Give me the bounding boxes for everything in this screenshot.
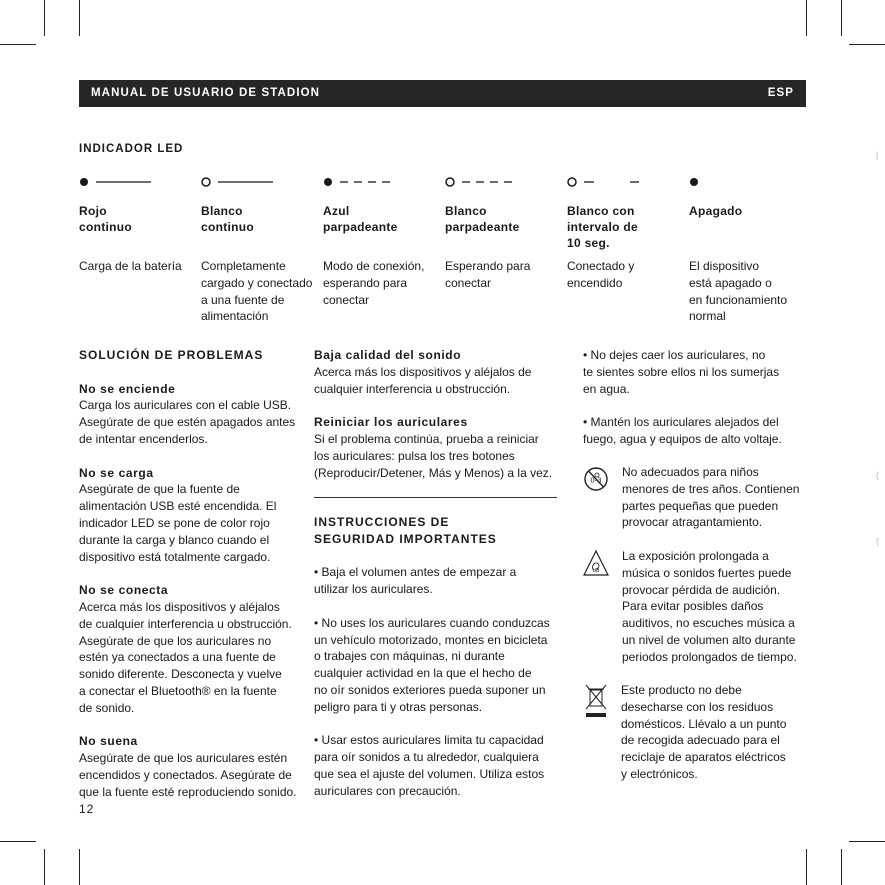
problem-title: No suena <box>79 734 138 749</box>
warning-text: La exposición prolongada a música o sonidos fuertes puede provocar pérdida de audición. Para evitar posibles daños auditivos, no escuches música a un nivel de volumen alto durante periodos prolongados de tiempo. <box>622 549 797 664</box>
led-state-description: Modo de conexión, esperando para conectar <box>323 259 425 307</box>
safety-column <box>314 514 564 800</box>
problem-title: Baja calidad del sonido <box>314 348 462 362</box>
safety-bullet: • No uses los auriculares cuando conduzcas un vehículo motorizado, montes en bicicleta o trabajes con máquinas, ni durante cualquier actividad en la que el hecho de no oír sonidos exteriores pueda suponer un peligro para ti y otras personas. <box>314 615 550 714</box>
led-item <box>201 170 321 324</box>
svg-text:0-3: 0-3 <box>590 476 602 485</box>
problem-title: No se conecta <box>79 583 169 598</box>
led-item <box>689 170 809 324</box>
crop-mark <box>0 841 36 842</box>
safety-bullet: • Mantén los auriculares alejados del fuego, agua y equipos de alto voltaje. <box>583 415 782 446</box>
warning-text: No adecuados para niños menores de tres años. Contienen partes pequeñas que pueden provocar atragantamiento. <box>622 465 800 530</box>
language-code: ESP <box>767 87 794 99</box>
problem-title: No se carga <box>79 465 154 480</box>
warning-item <box>583 682 808 784</box>
warning-text: Este producto no debe desecharse con los residuos domésticos. Llévalo a un punto de recogida adecuado para el reciclaje de aparatos eléctricos y electrónicos. <box>621 683 787 781</box>
crop-mark <box>841 0 842 36</box>
manual-title: MANUAL DE USUARIO DE STADION <box>91 87 321 99</box>
crop-mark <box>841 849 842 885</box>
warning-item <box>583 548 808 668</box>
bleed-mark: | <box>876 150 879 160</box>
led-pattern-icon <box>201 170 321 192</box>
problem-body: Acerca más los dispositivos y aléjalos de cualquier interferencia u obstrucción. <box>314 364 532 396</box>
no-small-children-icon <box>583 464 609 494</box>
led-pattern-icon <box>79 170 199 192</box>
led-state-name: Blanco parpadeante <box>445 204 520 234</box>
led-pattern-icon <box>689 170 809 192</box>
warning-item <box>583 464 808 534</box>
troubleshooting-column-2 <box>314 347 564 481</box>
led-item <box>79 170 199 273</box>
led-state-name: Apagado <box>689 204 743 218</box>
led-state-name: Blanco con intervalo de 10 seg. <box>567 204 638 250</box>
safety-bullet: • Usar estos auriculares limita tu capacidad para oír sonidos a tu alrededor, cualquiera que sea el ajuste del volumen. Utiliza estos auriculares con precaución. <box>314 733 545 798</box>
bleed-mark: ( <box>876 536 879 546</box>
hearing-warning-icon <box>583 548 609 578</box>
problem-title: No se enciende <box>79 381 176 396</box>
safety-heading: INSTRUCCIONES DE SEGURIDAD IMPORTANTES <box>314 515 497 546</box>
weee-bin-icon <box>583 682 609 722</box>
crop-mark <box>44 0 45 36</box>
svg-text:dB: dB <box>592 568 600 574</box>
led-state-description: Esperando para conectar <box>445 259 531 290</box>
problem-title: Reiniciar los auriculares <box>314 415 468 430</box>
led-state-description: Carga de la batería <box>79 259 182 273</box>
led-state-name: Rojo continuo <box>79 204 133 234</box>
problem-body: Asegúrate de que los auriculares estén encendidos y conectados. Asegúrate de que la fuente esté reproduciendo sonido. <box>79 751 297 799</box>
bleed-mark: ( <box>876 470 879 480</box>
led-state-name: Blanco continuo <box>201 204 255 234</box>
led-state-name: Azul parpadeante <box>323 204 398 234</box>
safety-bullet: • No dejes caer los auriculares, no te sientes sobre ellos ni los sumerjas en agua. <box>583 348 780 396</box>
led-item <box>323 170 443 307</box>
crop-mark <box>806 0 807 36</box>
led-item <box>567 170 687 290</box>
led-heading: INDICADOR LED <box>79 143 184 155</box>
led-pattern-icon <box>323 170 443 192</box>
problem-body: Carga los auriculares con el cable USB. Asegúrate de que estén apagados antes de intentar encenderlos. <box>79 398 296 446</box>
safety-bullet: • Baja el volumen antes de empezar a utilizar los auriculares. <box>314 565 517 597</box>
crop-mark <box>806 849 807 885</box>
troubleshooting-heading: SOLUCIÓN DE PROBLEMAS <box>79 348 264 362</box>
crop-mark <box>79 849 80 885</box>
crop-mark <box>849 841 885 842</box>
led-state-description: Completamente cargado y conectado a una fuente de alimentación <box>201 259 313 324</box>
led-state-description: Conectado y encendido <box>567 259 635 290</box>
crop-mark <box>0 44 36 45</box>
troubleshooting-column <box>79 347 304 801</box>
crop-mark <box>44 849 45 885</box>
problem-body: Si el problema continúa, prueba a reiniciar los auriculares: pulsa los tres botones (Reproducir/Detener, Más y Menos) a la vez. <box>314 431 553 480</box>
crop-mark <box>79 0 80 36</box>
problem-body: Acerca más los dispositivos y aléjalos de cualquier interferencia u obstrucción. Asegúrate de que los auriculares no estén ya conectados a una fuente de sonido diferente. Desconecta y vuelve a conectar el Bluetooth® en la fuente de sonido. <box>79 599 292 715</box>
crop-mark <box>849 44 885 45</box>
led-pattern-icon <box>567 170 687 192</box>
page-number: 12 <box>79 802 95 816</box>
problem-body: Asegúrate de que la fuente de alimentación USB esté encendida. El indicador LED se pone de color rojo durante la carga y blanco cuando el dispositivo está totalmente cargado. <box>79 482 277 564</box>
led-pattern-icon <box>445 170 565 192</box>
safety-column-2 <box>583 347 808 448</box>
led-item <box>445 170 565 290</box>
header-bar <box>79 80 806 107</box>
section-divider <box>314 497 557 498</box>
led-state-description: El dispositivo está apagado o en funcionamiento normal <box>689 259 788 324</box>
